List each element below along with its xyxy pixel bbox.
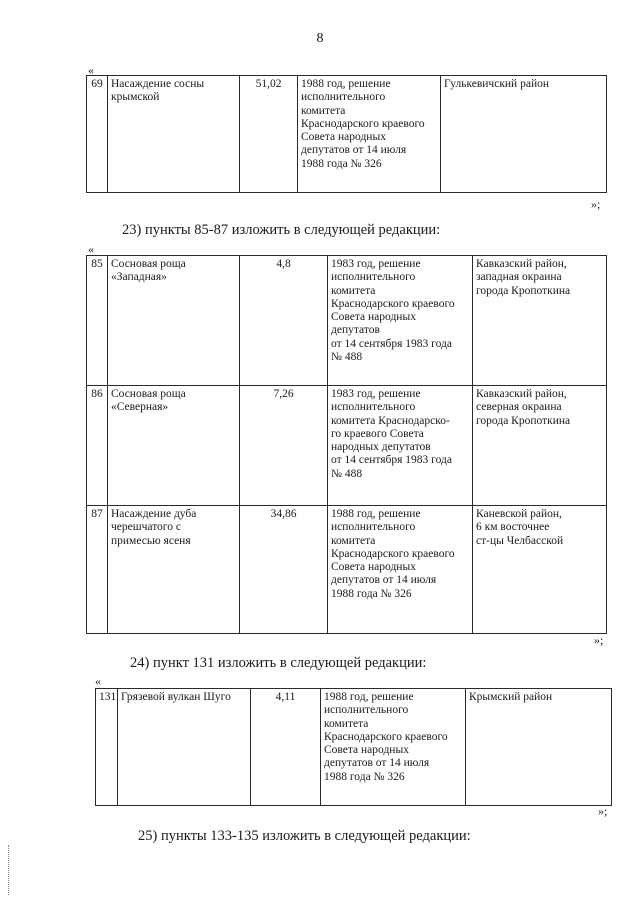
area-value: 51,02: [240, 76, 298, 193]
object-name: Насаждение сосны крымской: [108, 76, 240, 193]
close-quote: »;: [598, 804, 608, 818]
decision-text: 1983 год, решение исполнительного комитета Краснодарского краевого Совета народных депутатов от 14 сентября 1983 года № 488: [328, 256, 473, 386]
amendment-heading: 24) пункт 131 изложить в следующей редакции:: [130, 655, 427, 671]
location-text: Каневской район, 6 км восточнее ст-цы Челбасской: [473, 506, 607, 634]
object-name: Грязевой вулкан Шуго: [118, 689, 251, 806]
protected-areas-table: [95, 688, 612, 806]
row-number: 131: [96, 689, 118, 806]
location-text: Крымский район: [466, 689, 612, 806]
row-number: 87: [87, 506, 108, 634]
object-name: Сосновая роща «Западная»: [108, 256, 240, 386]
page-number: 8: [316, 31, 324, 46]
location-text: Гулькевичский район: [441, 76, 607, 193]
area-value: 4,8: [240, 256, 328, 386]
object-name: Насаждение дуба черешчатого с примесью ясеня: [108, 506, 240, 634]
table-row: [87, 506, 607, 634]
row-number: 86: [87, 386, 108, 506]
location-text: Кавказский район, западная окраина города Кропоткина: [473, 256, 607, 386]
protected-areas-table: [86, 75, 607, 193]
area-value: 7,26: [240, 386, 328, 506]
area-value: 34,86: [240, 506, 328, 634]
close-quote: »;: [594, 633, 604, 647]
area-value: 4,11: [251, 689, 321, 806]
close-quote: »;: [591, 197, 601, 211]
decision-text: 1988 год, решение исполнительного комитета Краснодарского краевого Совета народных депутатов от 14 июля 1988 года № 326: [298, 76, 441, 193]
object-name: Сосновая роща «Северная»: [108, 386, 240, 506]
open-quote: «: [88, 63, 94, 77]
protected-areas-table: [86, 255, 607, 634]
decision-text: 1988 год, решение исполнительного комитета Краснодарского краевого Совета народных депутатов от 14 июля 1988 года № 326: [328, 506, 473, 634]
amendment-heading: 25) пункты 133-135 изложить в следующей редакции:: [138, 828, 471, 844]
amendment-heading: 23) пункты 85-87 изложить в следующей редакции:: [122, 222, 441, 238]
decision-text: 1983 год, решение исполнительного комитета Краснодарско- го краевого Совета народных депутатов от 14 сентября 1983 года № 488: [328, 386, 473, 506]
row-number: 69: [87, 76, 108, 193]
table-row: [87, 386, 607, 506]
location-text: Кавказский район, северная окраина города Кропоткина: [473, 386, 607, 506]
table-row: [87, 256, 607, 386]
decision-text: 1988 год, решение исполнительного комитета Краснодарского краевого Совета народных депутатов от 14 июля 1988 года № 326: [321, 689, 466, 806]
table-row: [96, 689, 612, 806]
open-quote: «: [95, 674, 101, 688]
table-row: [87, 76, 607, 193]
open-quote: «: [88, 242, 94, 256]
row-number: 85: [87, 256, 108, 386]
scan-margin-mark: [8, 845, 10, 895]
